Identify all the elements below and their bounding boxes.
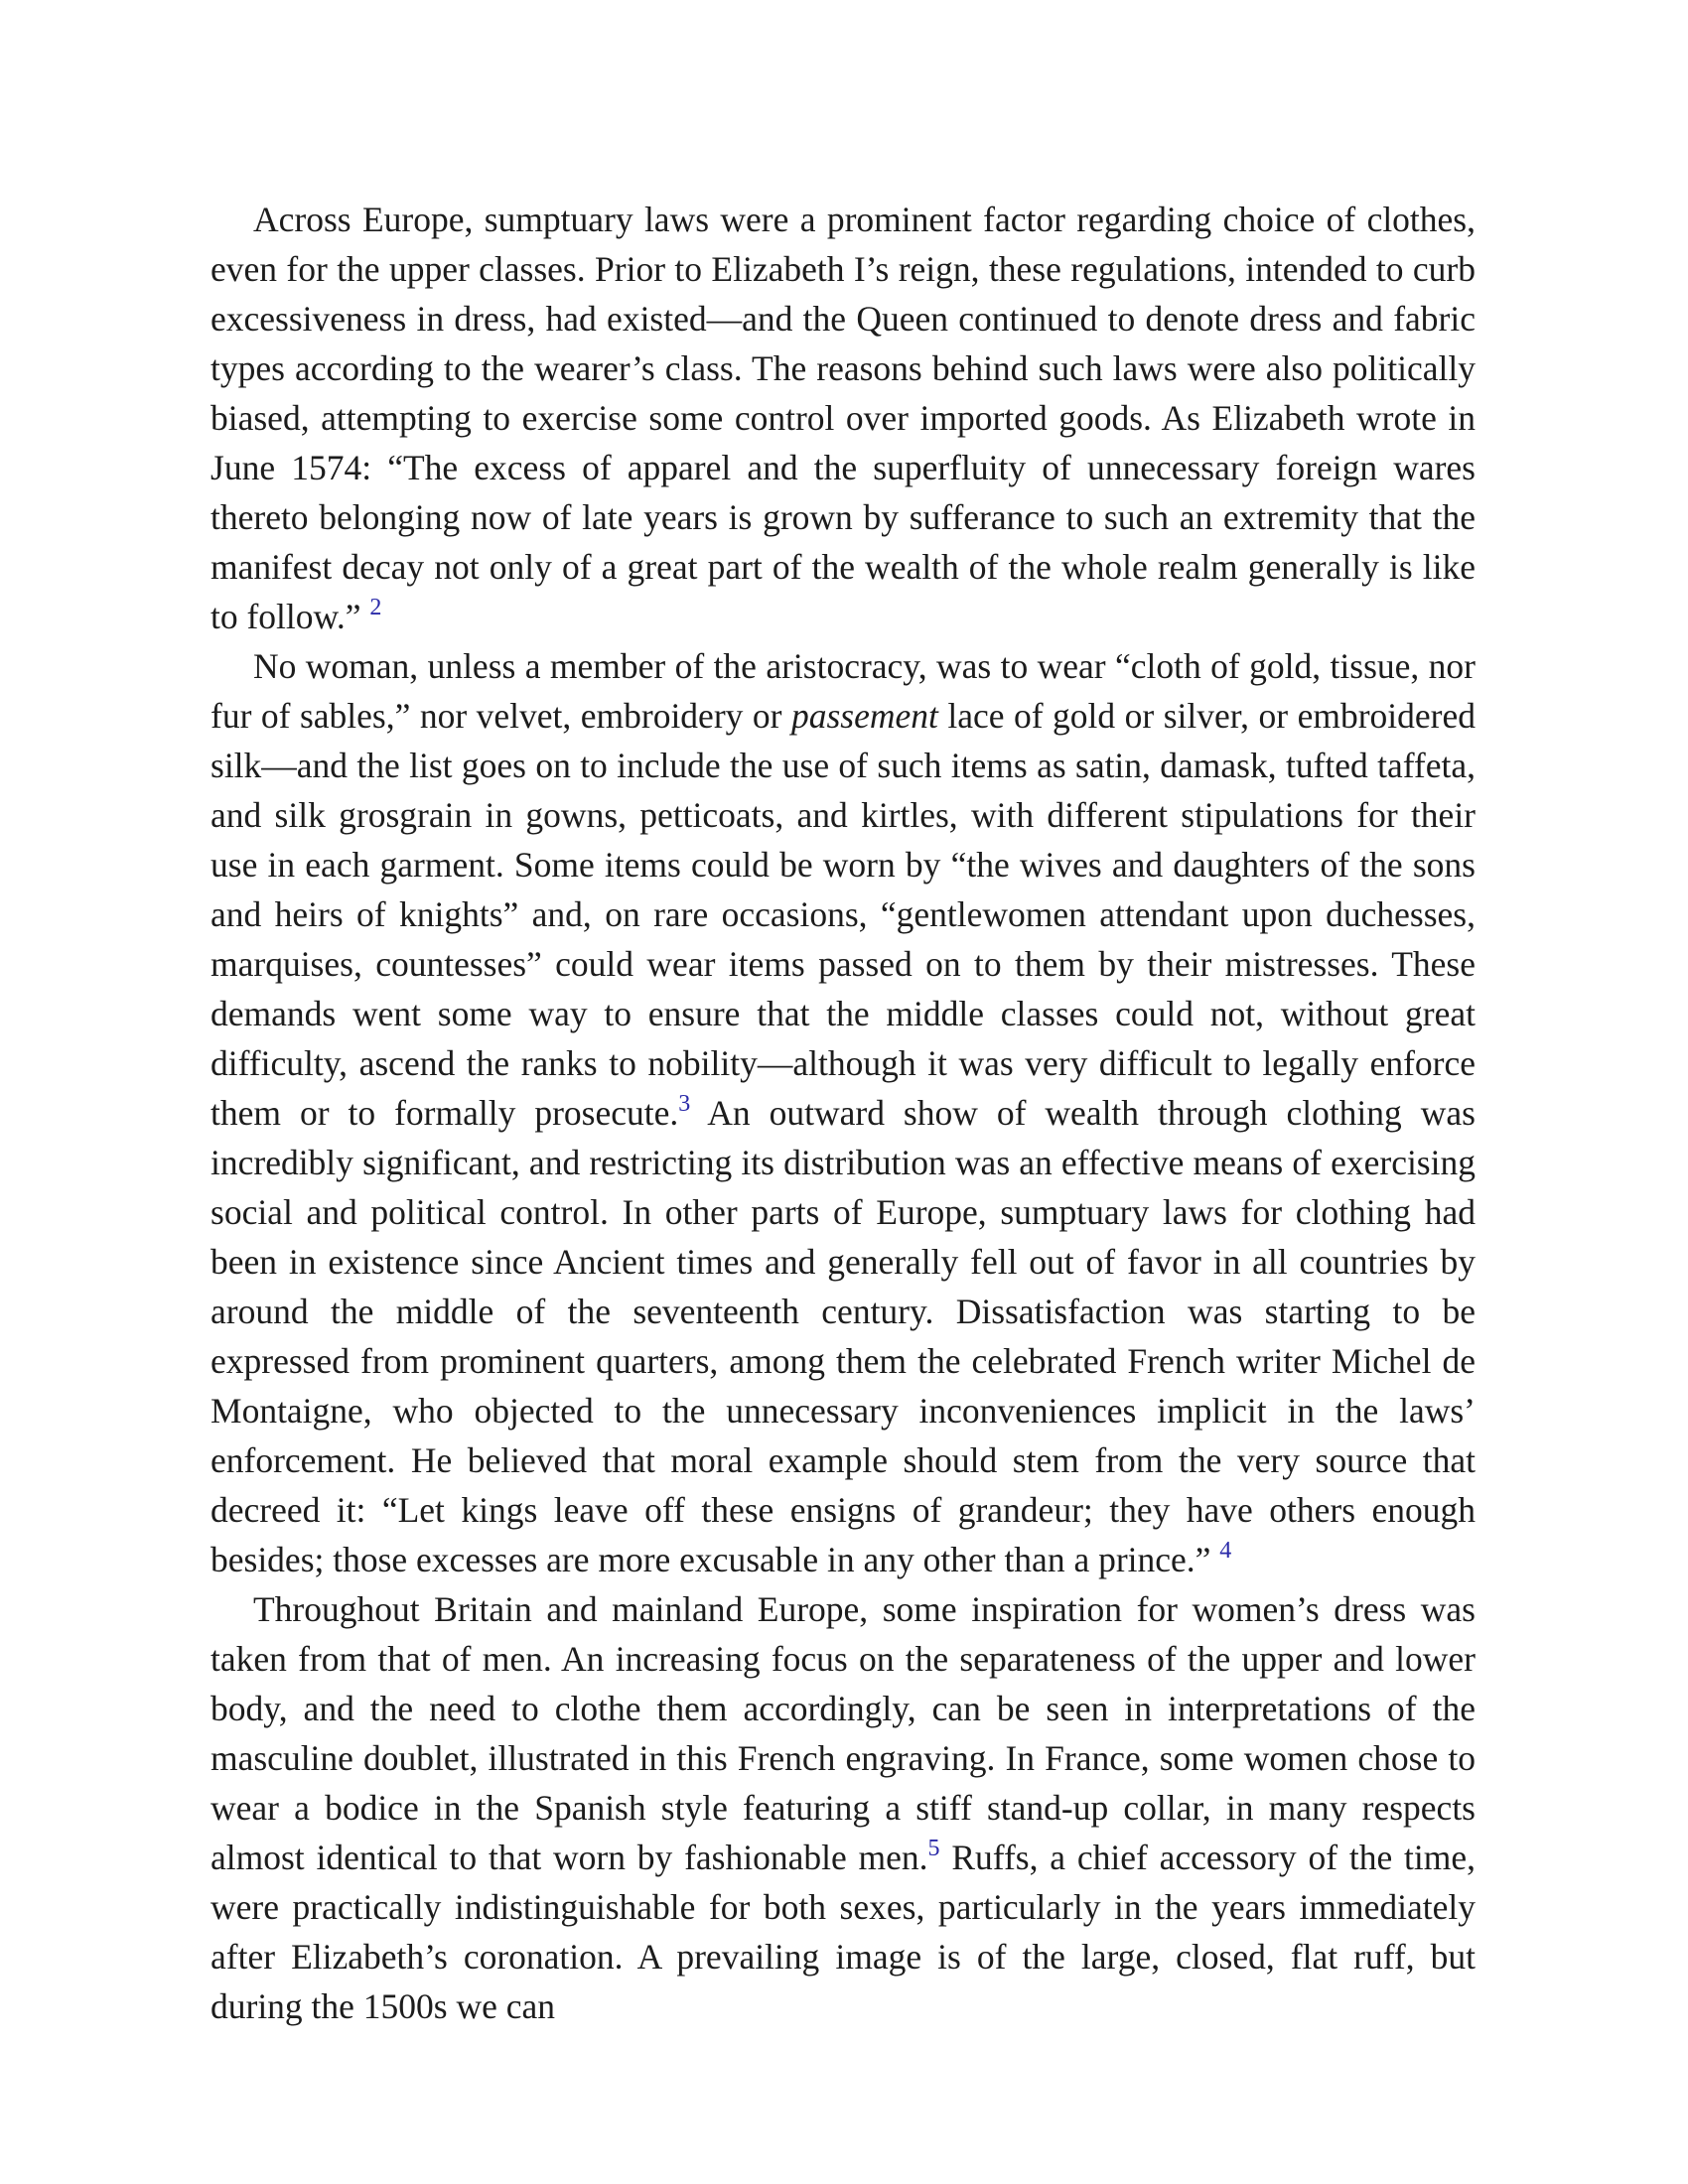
italic-term: passement — [790, 696, 938, 736]
paragraph-text: An outward show of wealth through clothing was incredibly significant, and restricting its distribution was an effective means of exercising social and political control. In other parts of Europe, sumptuary laws for clothing had been in existence since Ancient times and generally fell out of favor in all countries by around the middle of the seventeenth century. Dissatisfaction was starting to be expressed from prominent quarters, among them the celebrated French writer Michel de Montaigne, who objected to the unnecessary inconveniences implicit in the laws’ enforcement. He believed that moral example should stem from the very source that decreed it: “Let kings leave off these ensigns of grandeur; they have others enough besides; those excesses are more excusable in any other than a prince.” — [211, 1093, 1476, 1579]
paragraph-1 — [211, 195, 1476, 641]
paragraph-text: Ruffs, a chief accessory of the time, were practically indistinguishable for both sexes, particularly in the years immediately after Elizabeth’s coronation. A prevailing image is of the large, closed, flat ruff, but during the 1500s we can — [211, 1838, 1476, 2026]
footnote-link-5[interactable]: 5 — [927, 1836, 940, 1861]
paragraph-text: lace of gold or silver, or embroidered silk—and the list goes on to include the use of such items as satin, damask, tufted taffeta, and silk grosgrain in gowns, petticoats, and kirtles, with different stipulations for their use in each garment. Some items could be worn by “the wives and daughters of the sons and heirs of knights” and, on rare occasions, “gentlewomen attendant upon duchesses, marquises, countesses” could wear items passed on to them by their mistresses. These demands went some way to ensure that the middle classes could not, without great difficulty, ascend the ranks to nobility—although it was very difficult to legally enforce them or to formally prosecute. — [211, 696, 1476, 1133]
footnote-link-3[interactable]: 3 — [678, 1091, 691, 1117]
paragraph-3 — [211, 1584, 1476, 2031]
paragraph-2 — [211, 641, 1476, 1584]
paragraph-text: Across Europe, sumptuary laws were a prominent factor regarding choice of clothes, even for the upper classes. Prior to Elizabeth I’s reign, these regulations, intended to curb excessiveness in dress, had existed—and the Queen continued to denote dress and fabric types according to the wearer’s class. The reasons behind such laws were also politically biased, attempting to exercise some control over imported goods. As Elizabeth wrote in June 1574: “The excess of apparel and the superfluity of unnecessary foreign wares thereto belonging now of late years is grown by sufferance to such an extremity that the manifest decay not only of a great part of the wealth of the whole realm generally is like to follow.” — [211, 200, 1476, 636]
footnote-link-2[interactable]: 2 — [369, 595, 382, 620]
footnote-link-4[interactable]: 4 — [1219, 1538, 1232, 1564]
page-body — [211, 195, 1476, 2031]
paragraph-text: Throughout Britain and mainland Europe, some inspiration for women’s dress was taken from that of men. An increasing focus on the separateness of the upper and lower body, and the need to clothe them accordingly, can be seen in interpretations of the masculine doublet, illustrated in this French engraving. In France, some women chose to wear a bodice in the Spanish style featuring a stiff stand-up collar, in many respects almost identical to that worn by fashionable men. — [211, 1589, 1476, 1877]
paragraph-text: No woman, unless a member of the aristocracy, was to wear “cloth of gold, tissue, nor fur of sables,” nor velvet, embroidery or — [211, 646, 1476, 736]
